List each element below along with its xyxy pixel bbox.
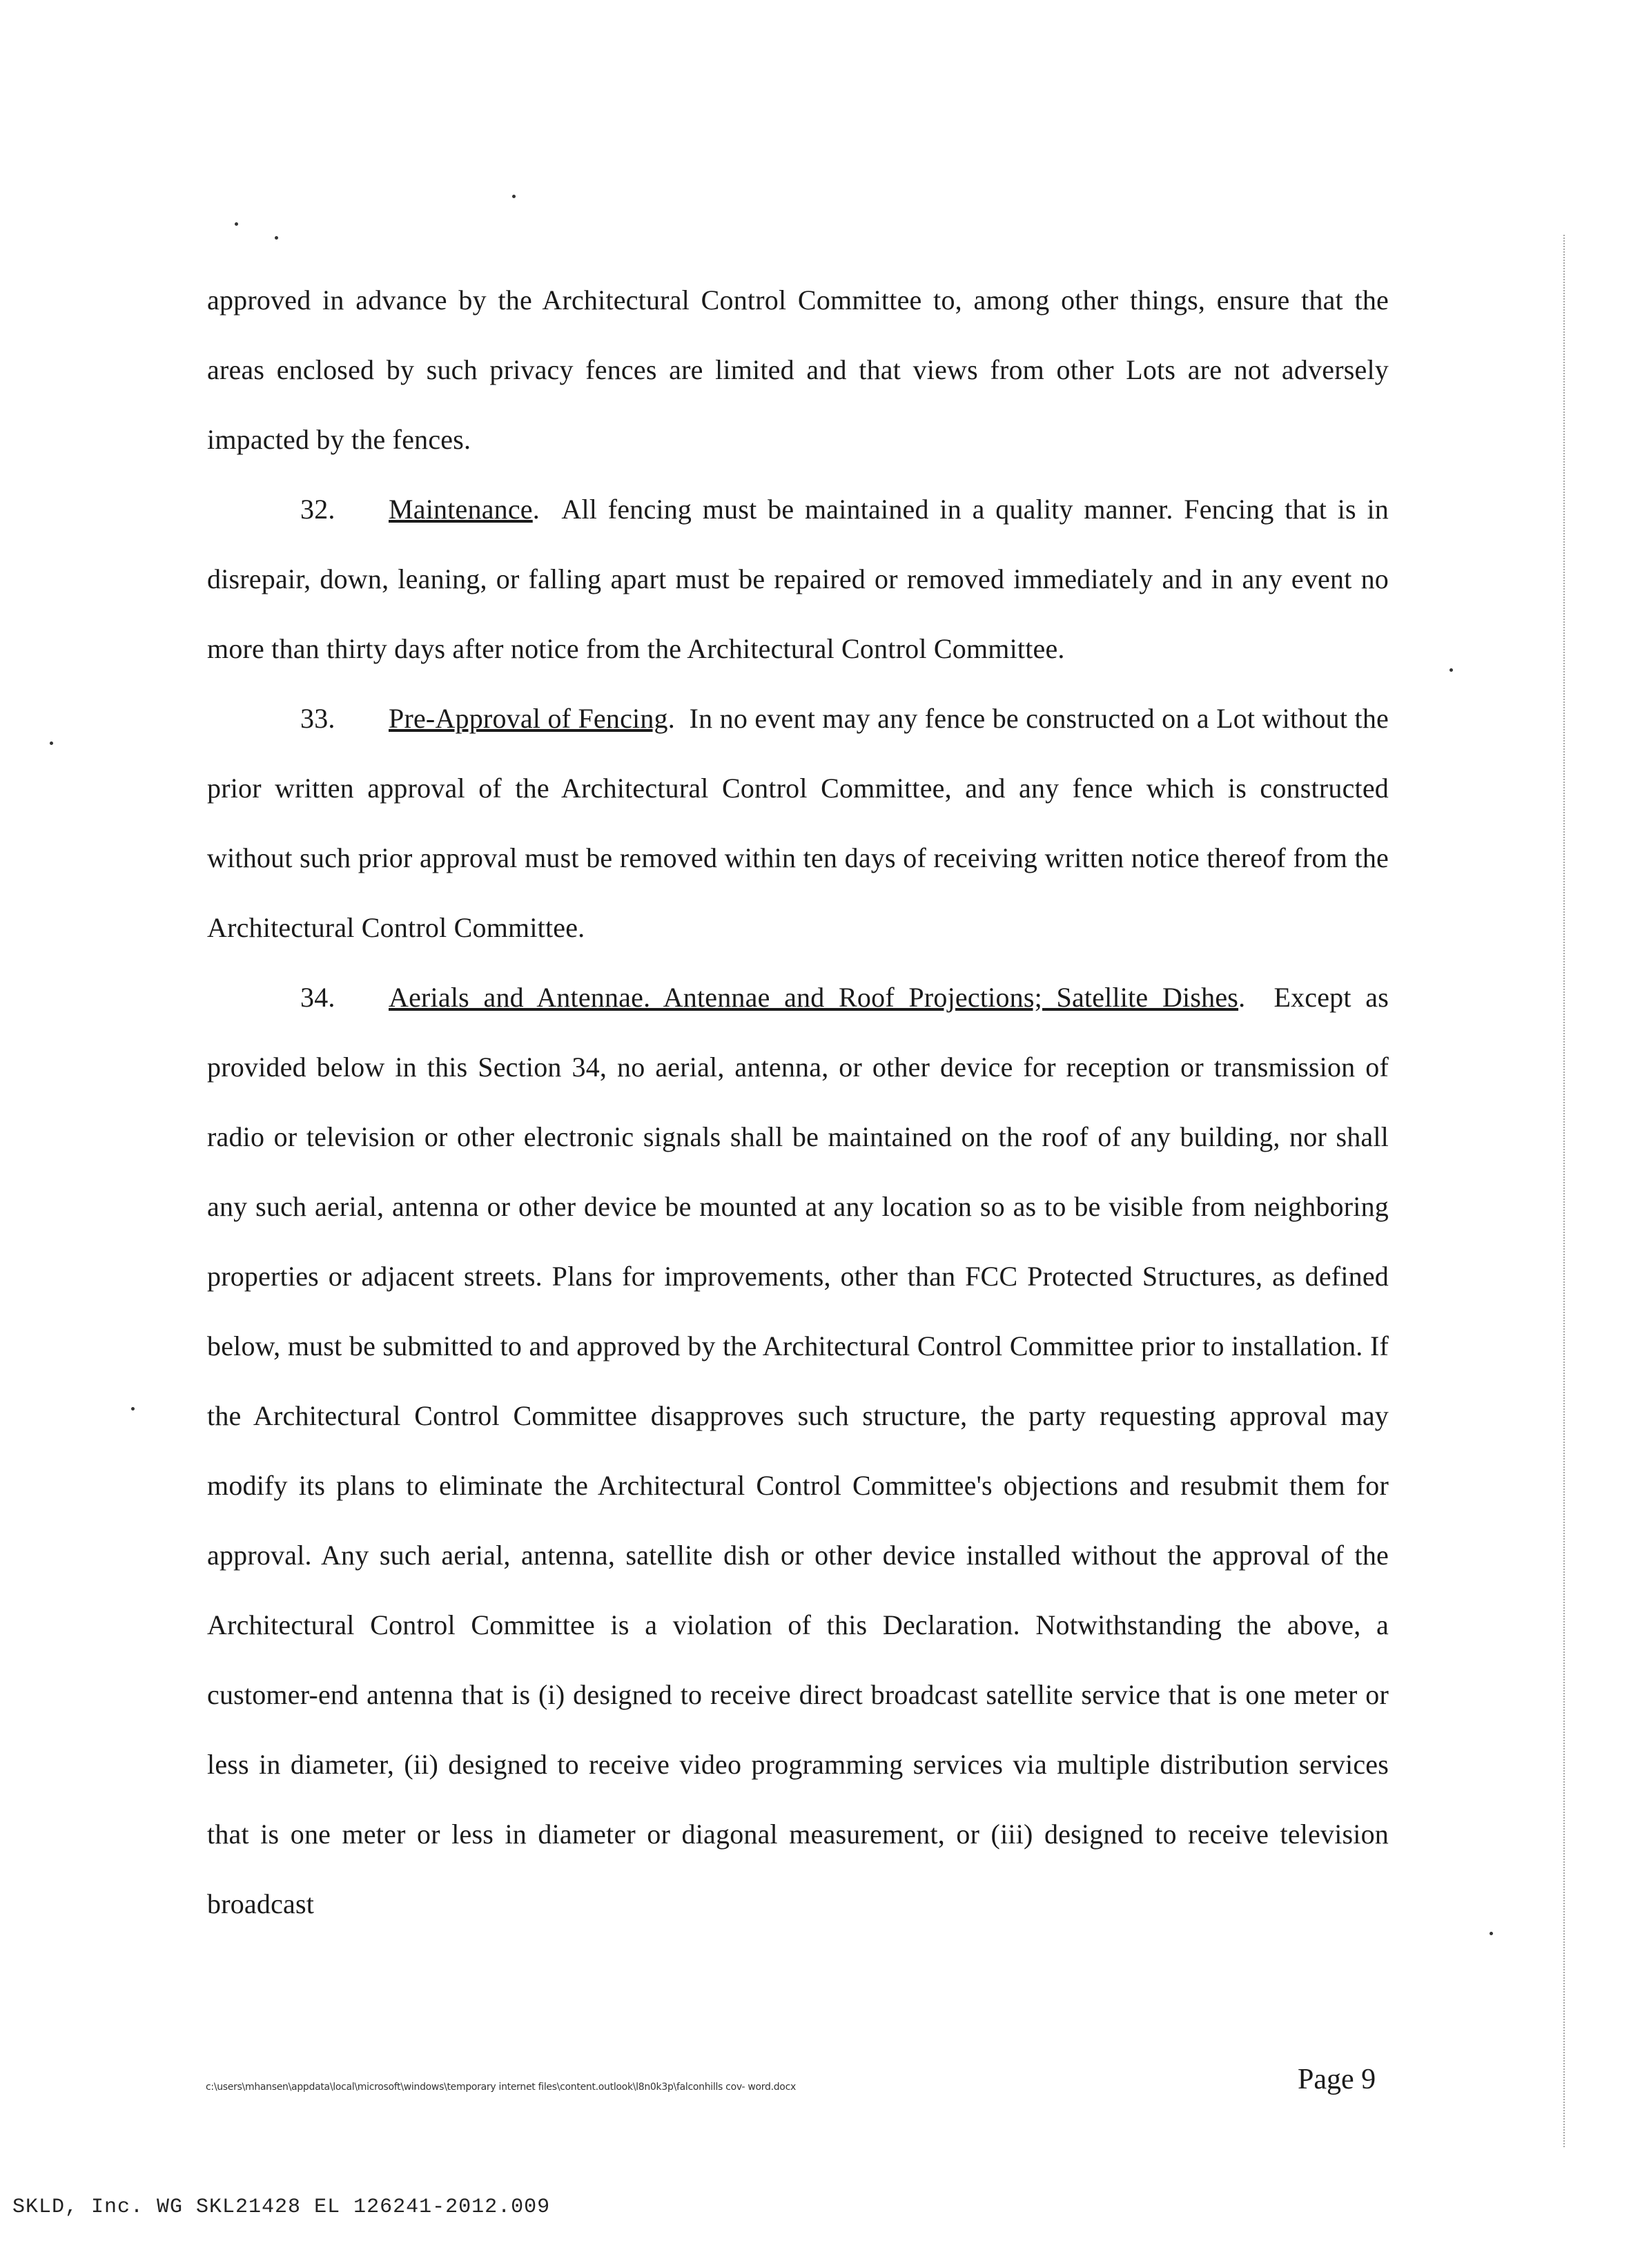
scan-speck: [235, 222, 238, 226]
section-32-text: All fencing must be maintained in a quality manner. Fencing that is in disrepair, down, leaning, or falling apart must be repaired or removed immediately and in any event no more than thirty days after notice from the Architectural Control Committee.: [207, 494, 1389, 664]
document-body: [207, 265, 1389, 1939]
page-number: Page 9: [1298, 2064, 1376, 2095]
scan-speck: [512, 195, 516, 198]
section-34-number: 34.: [300, 982, 335, 1013]
section-33-title: Pre-Approval of Fencing: [389, 703, 668, 734]
section-33: 33. Pre-Approval of Fencing. In no event may any fence be constructed on a Lot without the prior written approval of the Architectural Control Committee, and any fence which is constructed without such prior approval must be removed within ten days of receiving written notice thereof from the Architectural Control Committee.: [207, 684, 1389, 962]
continuation-paragraph: approved in advance by the Architectural Control Committee to, among other things, ensure that the areas enclosed by such privacy fences are limited and that views from other Lots are not adversely impacted by the fences.: [207, 284, 1389, 455]
section-32-number: 32.: [300, 494, 335, 525]
section-34: 34. Aerials and Antennae. Antennae and Roof Projections; Satellite Dishes. Except as provided below in this Section 34, no aerial, antenna, or other device for reception or transmission of radio or television or other electronic signals shall be maintained on the roof of any building, nor shall any such aerial, antenna or other device be mounted at any location so as to be visible from neighboring properties or adjacent streets. Plans for improvements, other than FCC Protected Structures, as defined below, must be submitted to and approved by the Architectural Control Committee prior to installation. If the Architectural Control Committee disapproves such structure, the party requesting approval may modify its plans to eliminate the Architectural Control Committee's objections and resubmit them for approval. Any such aerial, antenna, satellite dish or other device installed without the approval of the Architectural Control Committee is a violation of this Declaration. Notwithstanding the above, a customer-end antenna that is (i) designed to receive direct broadcast satellite service that is one meter or less in diameter, (ii) designed to receive video programming services via multiple distribution services that is one meter or less in diameter or diagonal measurement, or (iii) designed to receive television broadcast: [207, 962, 1389, 1939]
scan-speck: [50, 742, 53, 745]
section-32: 32. Maintenance. All fencing must be maintained in a quality manner. Fencing that is in disrepair, down, leaning, or falling apart must be repaired or removed immediately and in any event no more than thirty days after notice from the Architectural Control Committee.: [207, 474, 1389, 684]
section-33-number: 33.: [300, 703, 335, 734]
section-33-text: In no event may any fence be constructed on a Lot without the prior written approval of the Architectural Control Committee, and any fence which is constructed without such prior approval must be removed within ten days of receiving written notice thereof from the Architectural Control Committee.: [207, 703, 1389, 943]
scan-speck: [1449, 668, 1453, 672]
footer-file-path: c:\users\mhansen\appdata\local\microsoft\windows\temporary internet files\content.outlook\l8n0k3p\falconhills cov- word.docx: [206, 2082, 796, 2093]
scan-speck: [131, 1407, 135, 1411]
scan-edge-artifact: [1563, 235, 1565, 2147]
section-32-title: Maintenance: [389, 494, 533, 525]
scan-speck: [275, 236, 278, 240]
scan-speck: [1490, 1932, 1493, 1935]
bates-stamp: SKLD, Inc. WG SKL21428 EL 126241-2012.009: [12, 2196, 551, 2219]
section-34-text: Except as provided below in this Section 34, no aerial, antenna, or other device for reception or transmission of radio or television or other electronic signals shall be maintained on the roof of any building, nor shall any such aerial, antenna or other device be mounted at any location so as to be visible from neighboring properties or adjacent streets. Plans for improvements, other than FCC Protected Structures, as defined below, must be submitted to and approved by the Architectural Control Committee prior to installation. If the Architectural Control Committee disapproves such structure, the party requesting approval may modify its plans to eliminate the Architectural Control Committee's objections and resubmit them for approval. Any such aerial, antenna, satellite dish or other device installed without the approval of the Architectural Control Committee is a violation of this Declaration. Notwithstanding the above, a customer-end antenna that is (i) designed to receive direct broadcast satellite service that is one meter or less in diameter, (ii) designed to receive video programming services via multiple distribution services that is one meter or less in diameter or diagonal measurement, or (iii) designed to receive television broadcast: [207, 982, 1389, 1919]
section-34-title: Aerials and Antennae. Antennae and Roof Projections; Satellite Dishes: [389, 982, 1239, 1013]
